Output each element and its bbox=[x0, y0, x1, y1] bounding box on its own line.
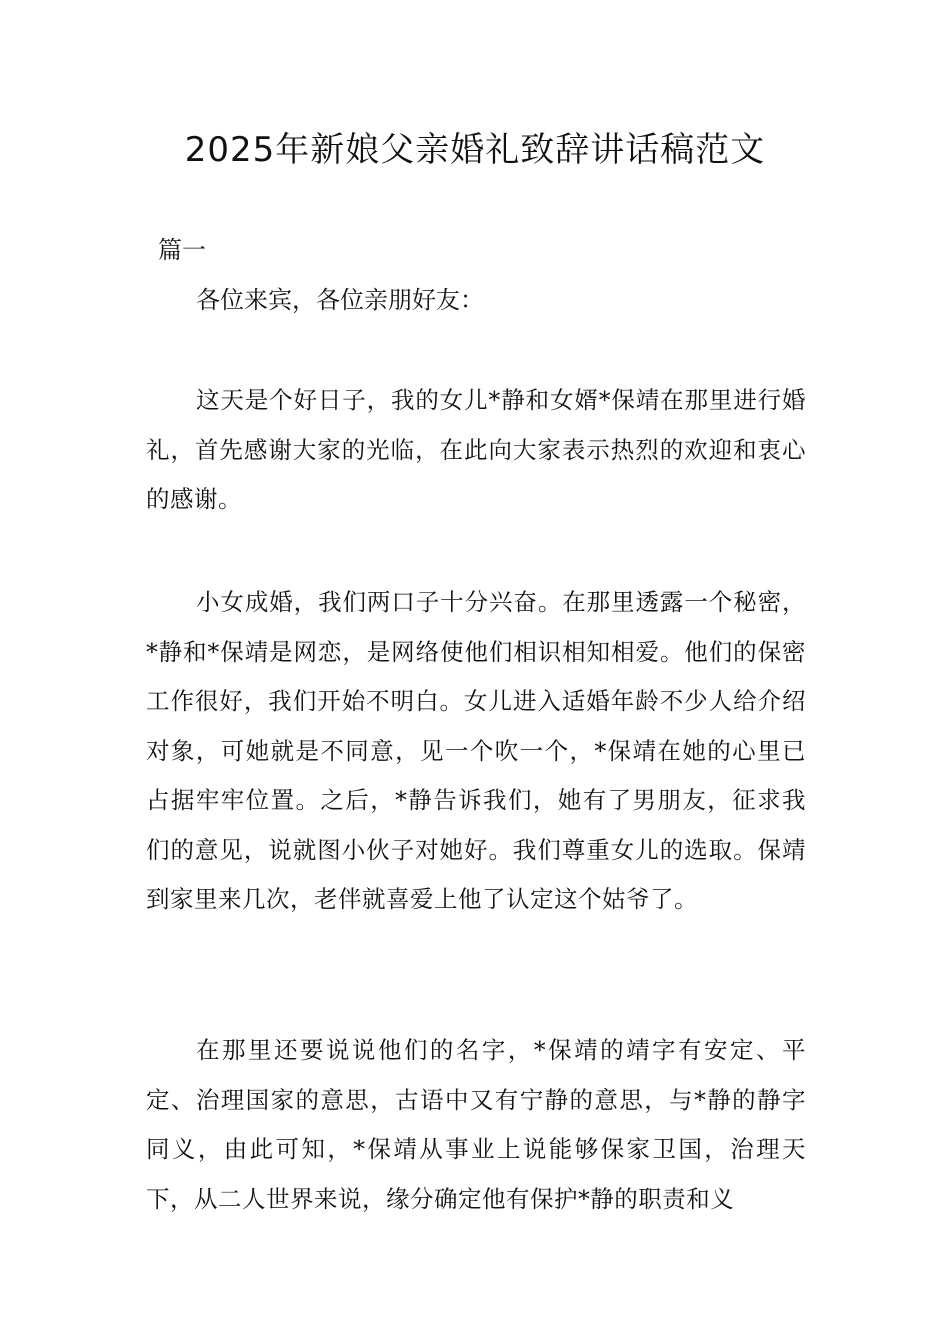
document-title: 2025年新娘父亲婚礼致辞讲话稿范文 bbox=[184, 130, 766, 170]
paragraph: 在那里还要说说他们的名字，*保靖的靖字有安定、平定、治理国家的意思，古语中又有宁静的意思，与*静的静字同义，由此可知，*保靖从事业上说能够保家卫国，治理天下，从二人世界来说，缘分确定他有保护*静的职责和义 bbox=[146, 1036, 806, 1213]
paragraph: 小女成婚，我们两口子十分兴奋。在那里透露一个秘密，*静和*保靖是网恋，是网络使他们相识相知相爱。他们的保密工作很好，我们开始不明白。女儿进入适婚年龄不少人给介绍对象，可她就是不同意，见一个吹一个，*保靖在她的心里已占据牢牢位置。之后，*静告诉我们，她有了男朋友，征求我们的意见，说就图小伙子对她好。我们尊重女儿的选取。保靖到家里来几次，老伴就喜爱上他了认定这个姑爷了。 bbox=[146, 588, 806, 913]
section-label: 篇一 bbox=[158, 236, 206, 264]
salutation: 各位来宾，各位亲朋好友： bbox=[196, 286, 484, 314]
paragraph: 这天是个好日子，我的女儿*静和女婿*保靖在那里进行婚礼，首先感谢大家的光临，在此向大家表示热烈的欢迎和衷心的感谢。 bbox=[146, 386, 806, 513]
